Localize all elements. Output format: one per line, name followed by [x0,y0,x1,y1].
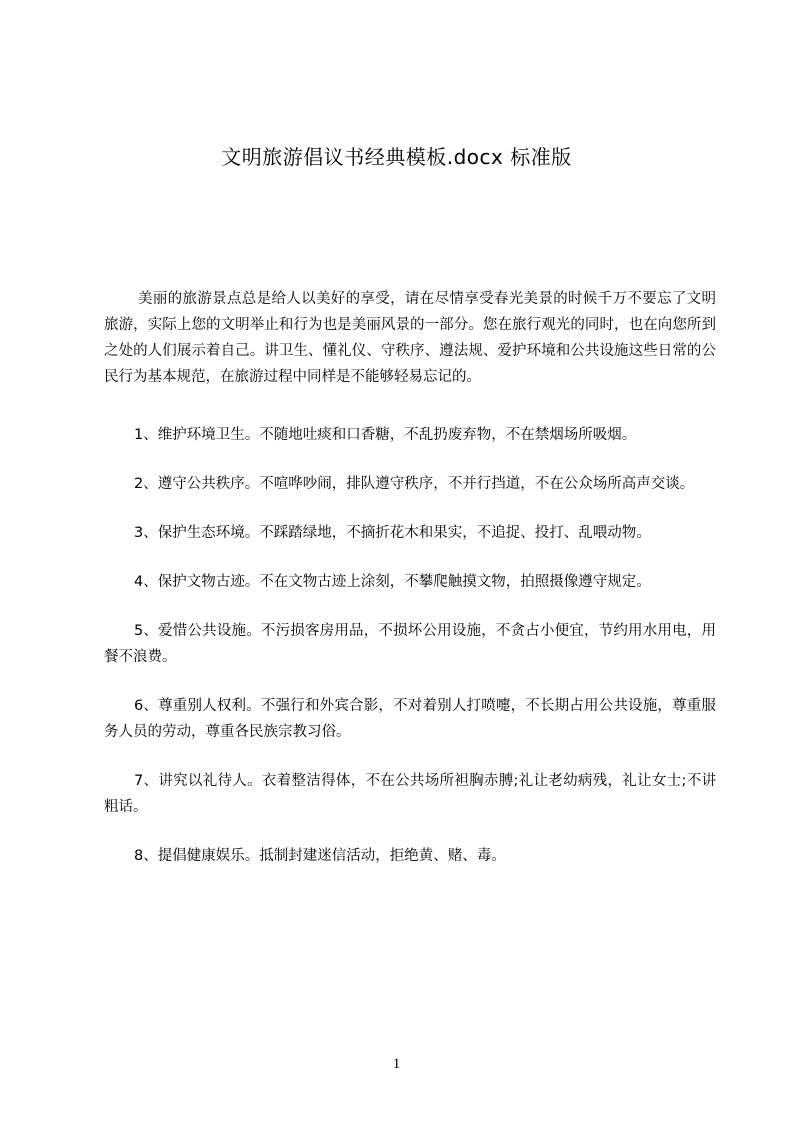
list-item-2: 2、遵守公共秩序。不喧哗吵闹，排队遵守秩序，不并行挡道，不在公众场所高声交谈。 [134,476,695,492]
list-item-5: 5、爱惜公共设施。不污损客房用品，不损坏公用设施，不贪占小便宜，节约用水用电，用餐不浪费。 [104,623,716,665]
list-item-1: 1、维护环境卫生。不随地吐痰和口香糖，不乱扔废弃物，不在禁烟场所吸烟。 [134,427,637,443]
page-number: 1 [392,1056,401,1072]
list-item-8: 8、提倡健康娱乐。抵制封建迷信活动，拒绝黄、赌、毒。 [134,848,506,864]
list-item-4: 4、保护文物古迹。不在文物古迹上涂刻，不攀爬触摸文物，拍照摄像遵守规定。 [134,574,651,590]
list-item-6: 6、尊重别人权利。不强行和外宾合影，不对着别人打喷嚏，不长期占用公共设施，尊重服务人员的劳动，尊重各民族宗教习俗。 [104,698,716,740]
document-body [104,286,716,869]
list-item-7: 7、讲究以礼待人。衣着整洁得体，不在公共场所袒胸赤膊;礼让老幼病残，礼让女士;不讲粗话。 [104,773,716,815]
list-item-3: 3、保护生态环境。不踩踏绿地，不摘折花木和果实，不追捉、投打、乱喂动物。 [134,525,651,541]
intro-paragraph: 美丽的旅游景点总是给人以美好的享受，请在尽情享受春光美景的时候千万不要忘了文明旅游，实际上您的文明举止和行为也是美丽风景的一部分。您在旅行观光的同时，也在向您所到之处的人们展示着自己。讲卫生、懂礼仪、守秩序、遵法规、爱护环境和公共设施这些日常的公民行为基本规范，在旅游过程中同样是不能够轻易忘记的。 [104,291,716,385]
document-title: 文明旅游倡议书经典模板.docx 标准版 [221,145,572,169]
